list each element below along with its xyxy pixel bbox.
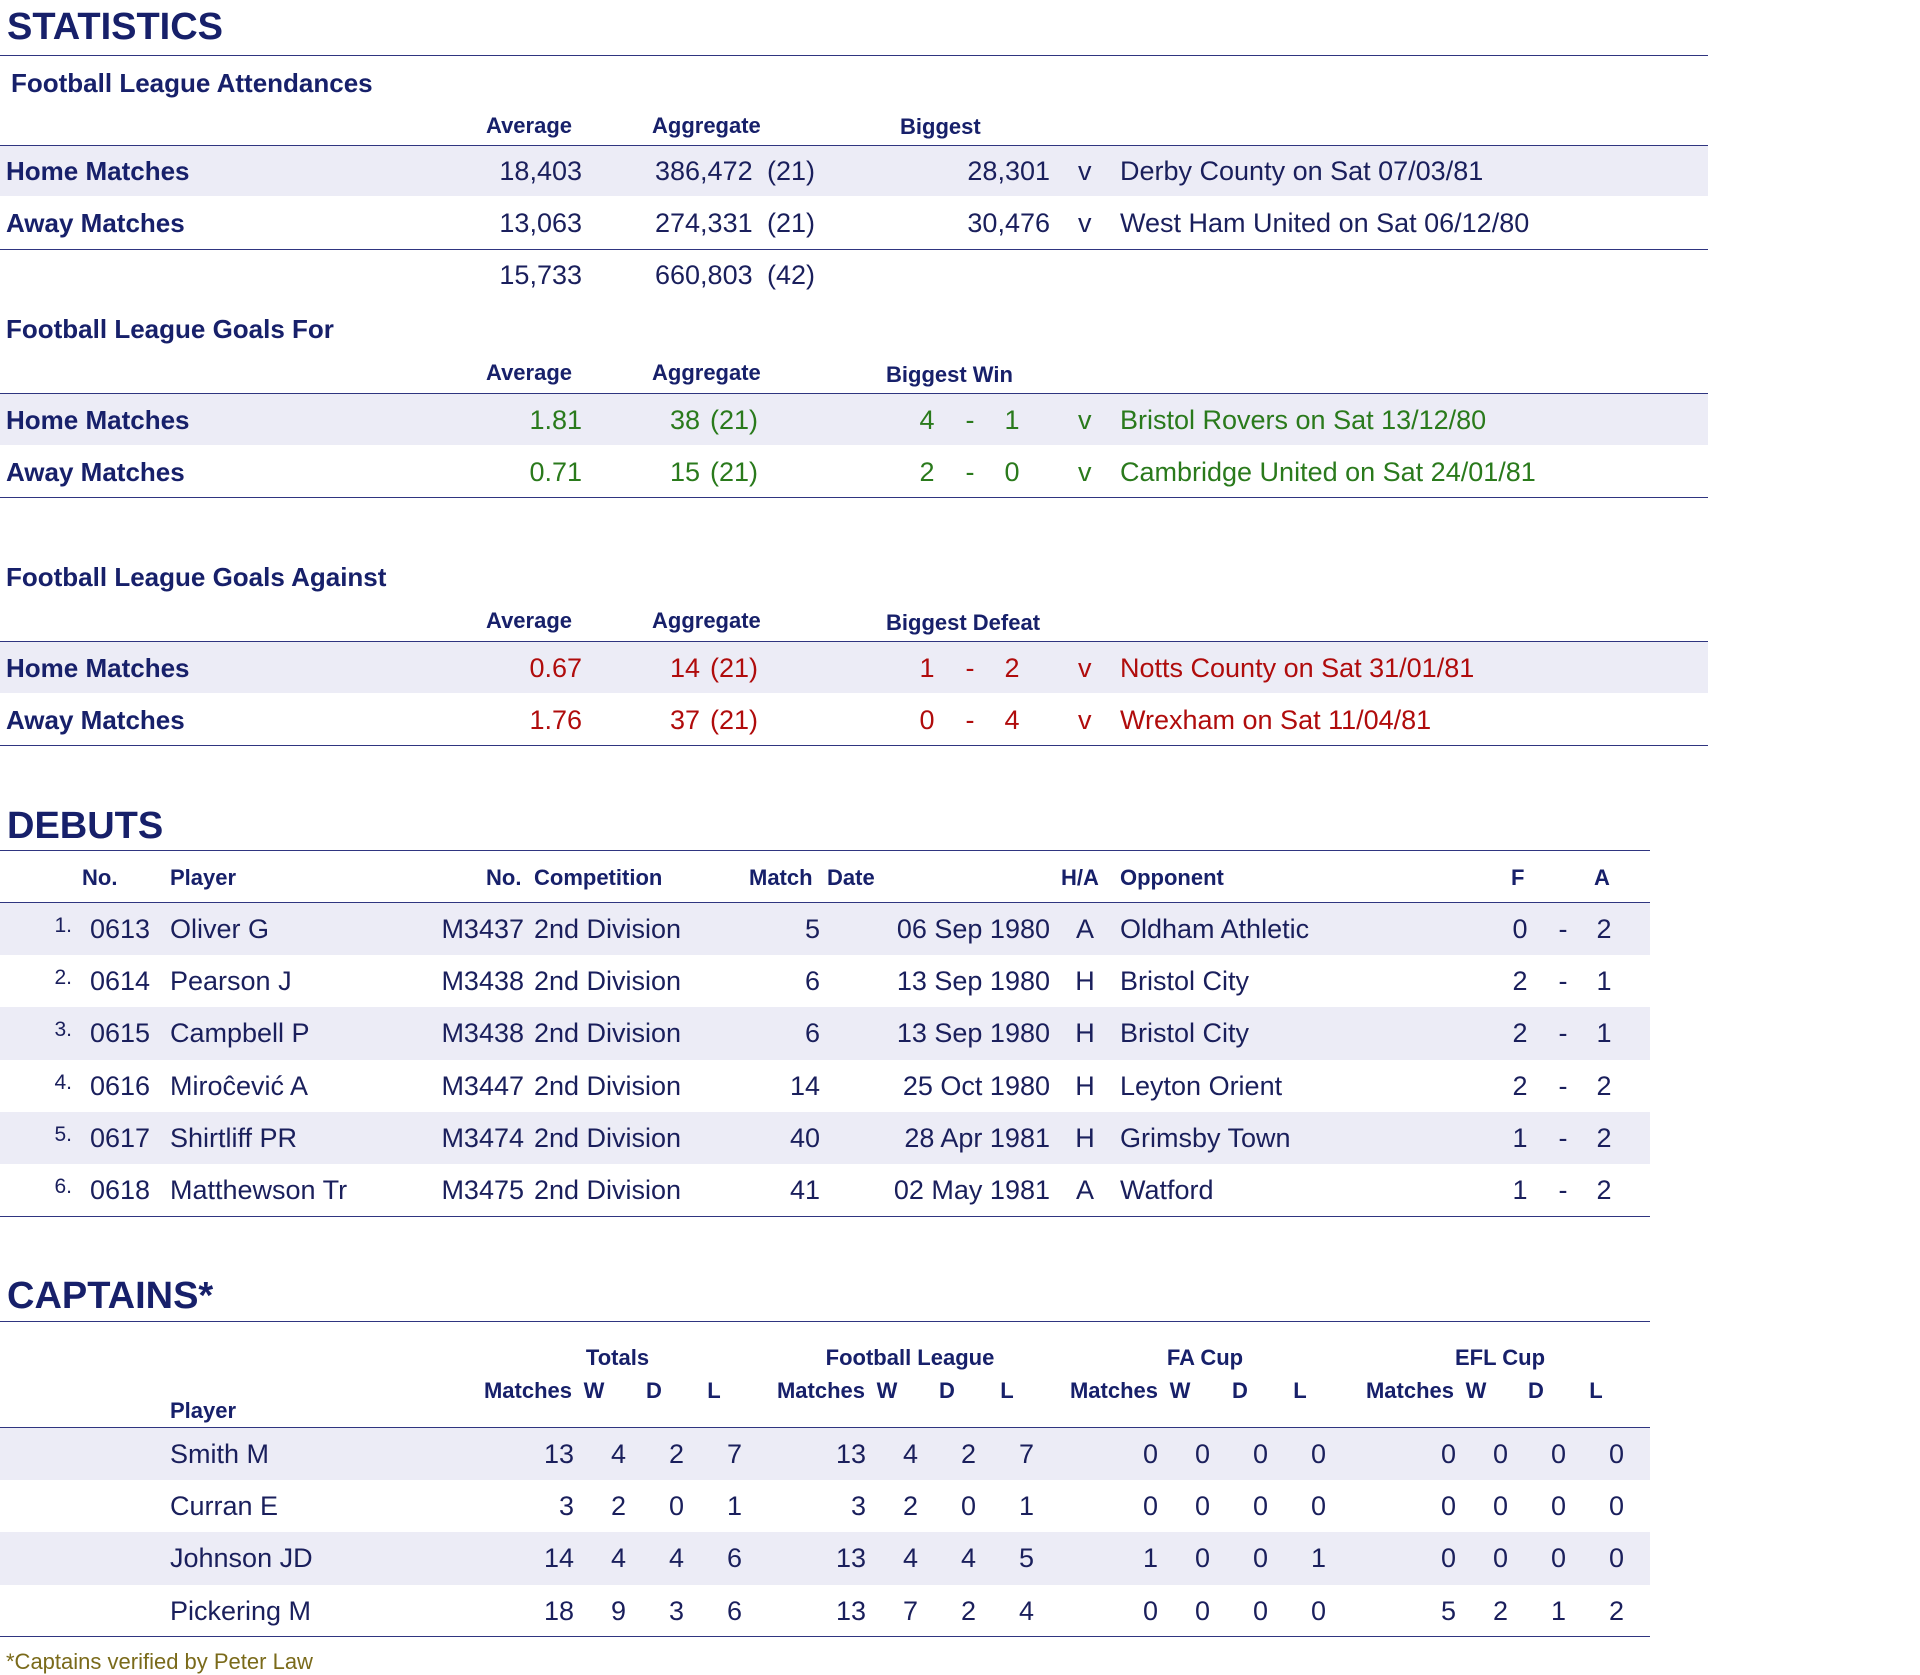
divider <box>0 1216 1650 1217</box>
average-value: 0.71 <box>529 457 582 487</box>
player-number: 0617 <box>90 1122 151 1153</box>
score-for: 2 <box>919 457 935 487</box>
captain-stat-d: 0 <box>1550 1439 1566 1469</box>
group-totals: Totals <box>585 1345 650 1370</box>
captain-stat-matches: 0 <box>1142 1595 1158 1626</box>
match-date: 06 Sep 1980 <box>896 914 1050 944</box>
captain-stat-matches: 13 <box>835 1543 866 1574</box>
group-fa-cup: FA Cup <box>1166 1345 1244 1370</box>
group-efl-cup: EFL Cup <box>1454 1345 1546 1370</box>
player-number: 0613 <box>90 914 151 944</box>
row-index: 6. <box>54 1175 72 1198</box>
score-against: 2 <box>1596 914 1612 944</box>
captain-stat-l: 1 <box>726 1491 742 1522</box>
col-matches: Matches <box>1365 1378 1455 1403</box>
captain-stat-d: 0 <box>1550 1491 1566 1522</box>
score-dash: - <box>1558 914 1568 944</box>
match-count: 6 <box>804 1018 820 1049</box>
row-label: Away Matches <box>6 457 185 487</box>
col-opponent: Opponent <box>1120 865 1224 890</box>
biggest-detail: West Ham United on Sat 06/12/80 <box>1120 208 1530 238</box>
aggregate-value: 15 <box>669 457 700 487</box>
captain-stat-l: 2 <box>1608 1595 1624 1626</box>
captain-stat-w: 4 <box>902 1439 918 1469</box>
score-dash: - <box>1558 1018 1568 1049</box>
col-l: L <box>1293 1378 1307 1403</box>
aggregate-value: 274,331 <box>655 208 753 238</box>
player-name: Matthewson Tr <box>170 1175 348 1205</box>
col-l: L <box>1589 1378 1603 1403</box>
aggregate-count: (21) <box>710 705 759 735</box>
attendance-total-count: (42) <box>767 260 816 290</box>
opponent: Bristol City <box>1120 966 1250 997</box>
score-for: 2 <box>1512 1070 1528 1101</box>
captain-name: Johnson JD <box>170 1543 313 1574</box>
col-d: D <box>646 1378 662 1403</box>
captain-stat-w: 4 <box>902 1543 918 1574</box>
goals-for-col-aggregate: Aggregate <box>652 360 761 385</box>
match-count: 6 <box>804 966 820 997</box>
score-dash: - <box>1558 1175 1568 1205</box>
captains-title: CAPTAINS* <box>7 1275 214 1317</box>
captain-stat-w: 2 <box>610 1491 626 1522</box>
captain-name: Pickering M <box>170 1595 312 1626</box>
match-number: M3438 <box>441 1018 524 1049</box>
col-l: L <box>707 1378 721 1403</box>
biggest-detail: Bristol Rovers on Sat 13/12/80 <box>1120 405 1487 435</box>
match-date: 13 Sep 1980 <box>896 966 1050 997</box>
match-date: 13 Sep 1980 <box>896 1018 1050 1049</box>
col-a: A <box>1594 865 1610 890</box>
player-number: 0615 <box>90 1018 151 1049</box>
average-value: 1.76 <box>529 705 582 735</box>
captain-stat-matches: 13 <box>835 1439 866 1469</box>
captains-footnote: *Captains verified by Peter Law <box>6 1649 313 1674</box>
col-d: D <box>939 1378 955 1403</box>
biggest-value: 28,301 <box>967 156 1050 186</box>
score-against: 4 <box>1004 705 1020 735</box>
captain-name: Curran E <box>170 1491 279 1522</box>
divider <box>0 55 1708 56</box>
average-value: 0.67 <box>529 653 582 683</box>
row-label: Home Matches <box>6 156 190 186</box>
captain-stat-w: 4 <box>610 1543 626 1574</box>
match-count: 40 <box>789 1122 820 1153</box>
player-number: 0614 <box>90 966 151 997</box>
col-d: D <box>1232 1378 1248 1403</box>
score-for: 0 <box>919 705 935 735</box>
captain-stat-d: 2 <box>960 1595 976 1626</box>
captain-stat-l: 0 <box>1608 1543 1624 1574</box>
captain-stat-matches: 13 <box>543 1439 574 1469</box>
captain-stat-d: 3 <box>668 1595 684 1626</box>
row-index: 2. <box>54 966 72 990</box>
captain-stat-matches: 1 <box>1142 1543 1158 1574</box>
score-against: 0 <box>1004 457 1020 487</box>
score-for: 0 <box>1512 914 1528 944</box>
score-against: 2 <box>1596 1070 1612 1101</box>
row-index: 4. <box>54 1070 72 1094</box>
captain-stat-l: 0 <box>1310 1491 1326 1522</box>
col-w: W <box>876 1378 898 1403</box>
versus: v <box>1078 457 1092 487</box>
player-name: Shirtliff PR <box>170 1122 298 1153</box>
player-name: Miroĉević A <box>170 1070 309 1101</box>
competition: 2nd Division <box>534 1070 682 1101</box>
aggregate-count: (21) <box>710 457 759 487</box>
biggest-detail: Notts County on Sat 31/01/81 <box>1120 653 1475 683</box>
row-index: 1. <box>54 914 72 937</box>
captain-stat-w: 2 <box>1492 1595 1508 1626</box>
competition: 2nd Division <box>534 914 682 944</box>
match-count: 14 <box>789 1070 820 1101</box>
col-ha: H/A <box>1061 865 1099 890</box>
row-index: 5. <box>54 1122 72 1146</box>
goals-for-col-average: Average <box>486 360 573 385</box>
match-date: 28 Apr 1981 <box>904 1122 1050 1153</box>
attendance-col-biggest: Biggest <box>900 114 981 139</box>
score-dash: - <box>965 405 975 435</box>
score-for: 4 <box>919 405 935 435</box>
opponent: Leyton Orient <box>1120 1070 1283 1101</box>
score-dash: - <box>965 705 975 735</box>
captain-stat-d: 2 <box>960 1439 976 1469</box>
captain-stat-matches: 0 <box>1440 1439 1456 1469</box>
captain-stat-l: 0 <box>1608 1439 1624 1469</box>
score-against: 2 <box>1004 653 1020 683</box>
goals-for-title: Football League Goals For <box>6 314 334 344</box>
biggest-detail: Wrexham on Sat 11/04/81 <box>1120 705 1432 735</box>
home-away: H <box>1075 966 1095 997</box>
aggregate-value: 37 <box>669 705 700 735</box>
captain-stat-l: 6 <box>726 1595 742 1626</box>
divider <box>0 745 1708 746</box>
goals-against-title: Football League Goals Against <box>6 562 387 592</box>
captain-stat-l: 5 <box>1018 1543 1034 1574</box>
captain-stat-matches: 0 <box>1440 1543 1456 1574</box>
score-for: 1 <box>1512 1122 1528 1153</box>
captain-stat-d: 0 <box>1550 1543 1566 1574</box>
captain-stat-l: 7 <box>726 1439 742 1469</box>
score-against: 2 <box>1596 1175 1612 1205</box>
captain-stat-matches: 3 <box>558 1491 574 1522</box>
score-dash: - <box>965 457 975 487</box>
goals-against-col-average: Average <box>486 608 573 633</box>
attendance-col-average: Average <box>486 113 573 138</box>
divider <box>0 850 1650 851</box>
col-w: W <box>1169 1378 1191 1403</box>
col-match-no: No. <box>486 865 522 890</box>
captain-stat-w: 9 <box>610 1595 626 1626</box>
captain-stat-d: 0 <box>668 1491 684 1522</box>
competition: 2nd Division <box>534 1018 682 1049</box>
col-no: No. <box>82 865 118 890</box>
captain-stat-l: 4 <box>1018 1595 1034 1626</box>
captain-stat-matches: 0 <box>1440 1491 1456 1522</box>
captain-stat-l: 0 <box>1310 1439 1326 1469</box>
attendance-total-aggregate: 660,803 <box>655 260 753 290</box>
competition: 2nd Division <box>534 1175 682 1205</box>
captain-stat-l: 0 <box>1310 1595 1326 1626</box>
captain-stat-matches: 18 <box>543 1595 574 1626</box>
aggregate-count: (21) <box>710 405 759 435</box>
competition: 2nd Division <box>534 1122 682 1153</box>
match-number: M3475 <box>441 1175 524 1205</box>
versus: v <box>1078 156 1092 186</box>
captain-stat-matches: 0 <box>1142 1439 1158 1469</box>
captain-stat-d: 4 <box>668 1543 684 1574</box>
home-away: A <box>1075 1175 1094 1205</box>
captain-stat-w: 4 <box>610 1439 626 1469</box>
col-player: Player <box>170 1398 237 1423</box>
match-number: M3437 <box>441 914 524 944</box>
captain-stat-w: 0 <box>1194 1491 1210 1522</box>
captain-stat-matches: 14 <box>543 1543 574 1574</box>
divider <box>0 249 1708 250</box>
aggregate-value: 386,472 <box>655 156 753 186</box>
captain-stat-w: 2 <box>902 1491 918 1522</box>
score-for: 1 <box>1512 1175 1528 1205</box>
opponent: Grimsby Town <box>1120 1122 1291 1153</box>
home-away: H <box>1075 1018 1095 1049</box>
captain-stat-w: 0 <box>1194 1439 1210 1469</box>
goals-against-col-biggest: Biggest Defeat <box>886 610 1041 635</box>
aggregate-value: 14 <box>669 653 700 683</box>
versus: v <box>1078 705 1092 735</box>
aggregate-count: (21) <box>767 156 816 186</box>
home-away: H <box>1075 1070 1095 1101</box>
captain-stat-w: 0 <box>1492 1491 1508 1522</box>
score-dash: - <box>1558 966 1568 997</box>
captain-stat-d: 0 <box>1252 1439 1268 1469</box>
row-label: Home Matches <box>6 653 190 683</box>
col-f: F <box>1511 865 1525 890</box>
col-matches: Matches <box>776 1378 866 1403</box>
debuts-title: DEBUTS <box>7 805 164 847</box>
score-for: 1 <box>919 653 935 683</box>
captain-stat-w: 0 <box>1194 1595 1210 1626</box>
score-against: 2 <box>1596 1122 1612 1153</box>
match-number: M3438 <box>441 966 524 997</box>
opponent: Watford <box>1120 1175 1214 1205</box>
captain-stat-matches: 5 <box>1440 1595 1456 1626</box>
statistics-title: STATISTICS <box>7 6 224 48</box>
captain-stat-l: 6 <box>726 1543 742 1574</box>
competition: 2nd Division <box>534 966 682 997</box>
col-matches: Matches <box>483 1378 573 1403</box>
biggest-detail: Derby County on Sat 07/03/81 <box>1120 156 1484 186</box>
player-name: Oliver G <box>170 914 270 944</box>
captain-stat-matches: 3 <box>850 1491 866 1522</box>
home-away: H <box>1075 1122 1095 1153</box>
captain-stat-d: 2 <box>668 1439 684 1469</box>
row-label: Away Matches <box>6 705 185 735</box>
row-label: Home Matches <box>6 405 190 435</box>
goals-against-col-aggregate: Aggregate <box>652 608 761 633</box>
aggregate-value: 38 <box>669 405 700 435</box>
divider <box>0 497 1708 498</box>
versus: v <box>1078 208 1092 238</box>
divider <box>0 1321 1650 1322</box>
biggest-value: 30,476 <box>967 208 1050 238</box>
col-w: W <box>583 1378 605 1403</box>
captain-stat-d: 0 <box>1252 1543 1268 1574</box>
captain-stat-l: 7 <box>1018 1439 1034 1469</box>
versus: v <box>1078 653 1092 683</box>
attendance-title: Football League Attendances <box>11 68 373 98</box>
captain-stat-d: 4 <box>960 1543 976 1574</box>
col-w: W <box>1465 1378 1487 1403</box>
home-away: A <box>1075 914 1094 944</box>
goals-for-col-biggest: Biggest Win <box>886 362 1013 387</box>
biggest-detail: Cambridge United on Sat 24/01/81 <box>1120 457 1536 487</box>
captain-name: Smith M <box>170 1439 270 1469</box>
score-for: 2 <box>1512 1018 1528 1049</box>
captain-stat-w: 7 <box>902 1595 918 1626</box>
captain-stat-matches: 13 <box>835 1595 866 1626</box>
match-number: M3474 <box>441 1122 524 1153</box>
player-number: 0618 <box>90 1175 151 1205</box>
average-value: 13,063 <box>499 208 582 238</box>
captain-stat-l: 1 <box>1310 1543 1326 1574</box>
col-matches: Matches <box>1069 1378 1159 1403</box>
captain-stat-l: 1 <box>1018 1491 1034 1522</box>
score-dash: - <box>1558 1122 1568 1153</box>
captain-stat-w: 0 <box>1194 1543 1210 1574</box>
average-value: 1.81 <box>529 405 582 435</box>
match-number: M3447 <box>441 1070 524 1101</box>
attendance-col-aggregate: Aggregate <box>652 113 761 138</box>
player-name: Pearson J <box>170 966 292 997</box>
score-dash: - <box>965 653 975 683</box>
score-for: 2 <box>1512 966 1528 997</box>
group-football-league: Football League <box>825 1345 995 1370</box>
versus: v <box>1078 405 1092 435</box>
opponent: Oldham Athletic <box>1120 914 1310 944</box>
match-count: 41 <box>789 1175 820 1205</box>
col-player: Player <box>170 865 237 890</box>
score-against: 1 <box>1596 966 1612 997</box>
average-value: 18,403 <box>499 156 582 186</box>
col-date: Date <box>827 865 875 890</box>
match-count: 5 <box>804 914 820 944</box>
captain-stat-d: 0 <box>960 1491 976 1522</box>
player-number: 0616 <box>90 1070 151 1101</box>
row-index: 3. <box>54 1018 72 1042</box>
captain-stat-l: 0 <box>1608 1491 1624 1522</box>
col-l: L <box>1000 1378 1014 1403</box>
captain-stat-d: 0 <box>1252 1491 1268 1522</box>
aggregate-count: (21) <box>767 208 816 238</box>
score-against: 1 <box>1004 405 1020 435</box>
row-label: Away Matches <box>6 208 185 238</box>
score-against: 1 <box>1596 1018 1612 1049</box>
col-d: D <box>1528 1378 1544 1403</box>
match-date: 02 May 1981 <box>893 1175 1050 1205</box>
attendance-total-average: 15,733 <box>499 260 582 290</box>
captain-stat-w: 0 <box>1492 1439 1508 1469</box>
match-date: 25 Oct 1980 <box>902 1070 1050 1101</box>
aggregate-count: (21) <box>710 653 759 683</box>
captain-stat-matches: 0 <box>1142 1491 1158 1522</box>
divider <box>0 1636 1650 1637</box>
player-name: Campbell P <box>170 1018 310 1049</box>
col-match: Match <box>749 865 813 890</box>
captain-stat-d: 1 <box>1550 1595 1566 1626</box>
opponent: Bristol City <box>1120 1018 1250 1049</box>
col-competition: Competition <box>534 865 663 890</box>
captain-stat-w: 0 <box>1492 1543 1508 1574</box>
captain-stat-d: 0 <box>1252 1595 1268 1626</box>
score-dash: - <box>1558 1070 1568 1101</box>
